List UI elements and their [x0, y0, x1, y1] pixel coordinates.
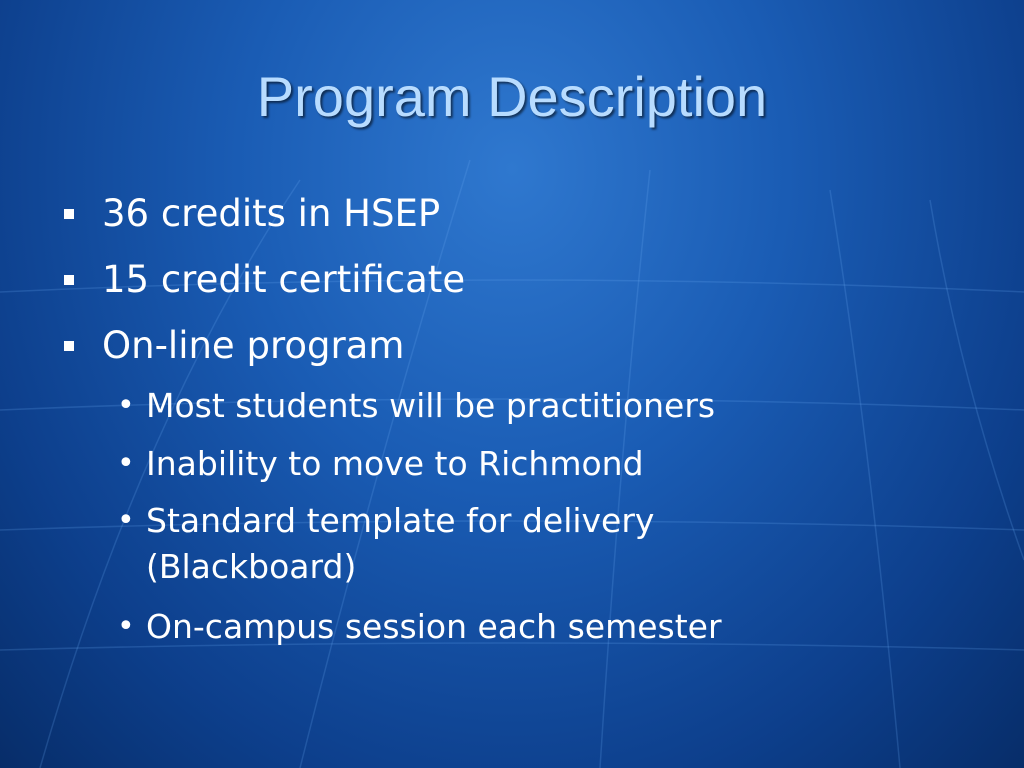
round-bullet-icon: •	[117, 446, 135, 481]
bullet-item	[102, 324, 404, 368]
round-bullet-icon: •	[117, 503, 135, 538]
slide-title: Program Description	[256, 65, 768, 128]
bullet-item	[102, 258, 465, 302]
sub-bullet-text: Standard template for delivery	[146, 501, 655, 540]
bullet-text: 15 credit certificate	[102, 258, 466, 301]
round-bullet-icon: •	[117, 388, 135, 423]
square-bullet-icon	[64, 275, 74, 285]
sub-bullet-item	[117, 604, 722, 650]
bullet-text: On-line program	[102, 324, 405, 367]
sub-bullet-text: On-campus session each semester	[146, 607, 722, 646]
sub-bullet-item	[117, 383, 716, 429]
bullet-text: 36 credits in HSEP	[102, 192, 441, 235]
sub-bullet-item	[117, 498, 655, 544]
sub-bullet-text: Inability to move to Richmond	[146, 444, 644, 483]
round-bullet-icon: •	[117, 609, 135, 644]
sub-bullet-continuation	[146, 544, 356, 590]
sub-bullet-text: (Blackboard)	[146, 547, 357, 586]
bullet-item	[102, 192, 440, 236]
sub-bullet-text: Most students will be practitioners	[146, 386, 716, 425]
square-bullet-icon	[64, 209, 74, 219]
square-bullet-icon	[64, 341, 74, 351]
sub-bullet-item	[117, 441, 644, 487]
